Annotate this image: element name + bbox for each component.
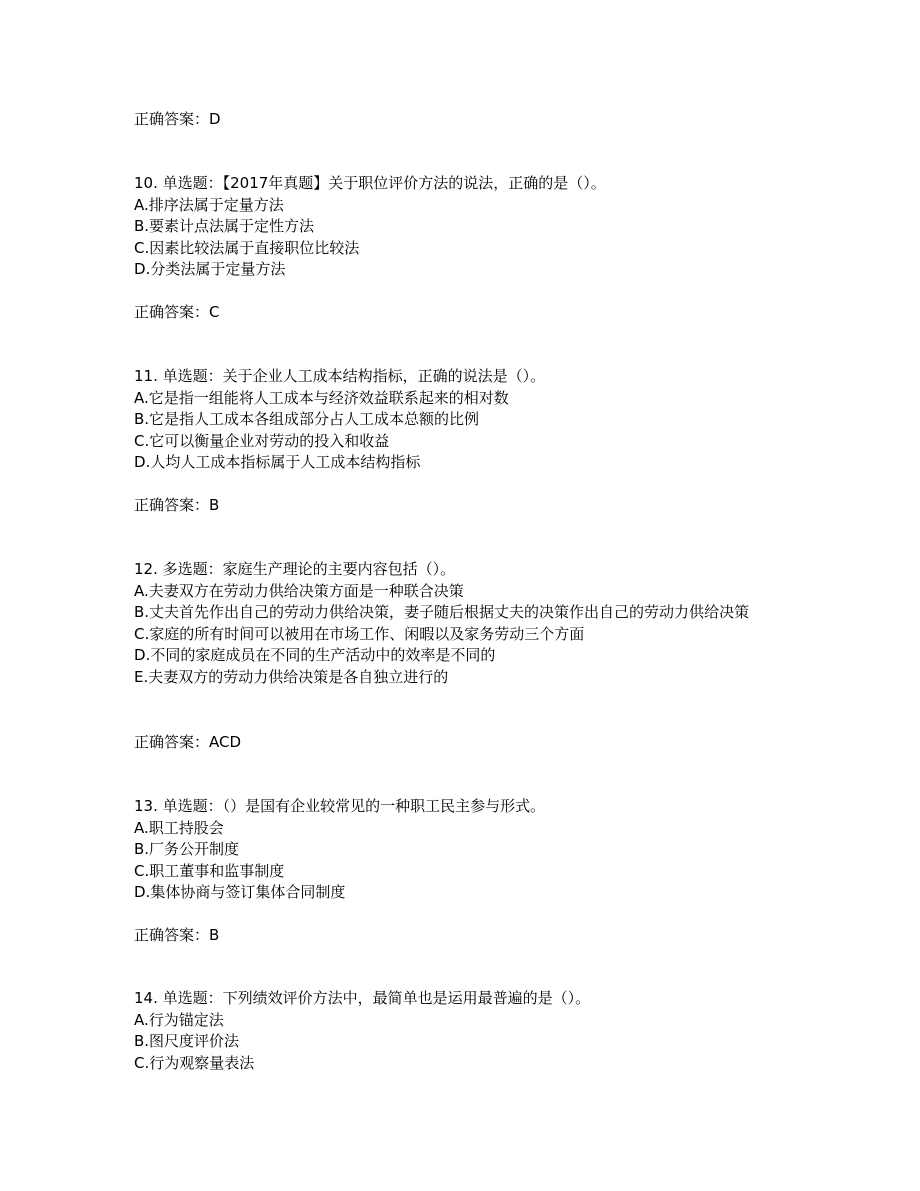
option-c: C.它可以衡量企业对劳动的投入和收益 — [134, 431, 390, 450]
question-stem: 12. 多选题：家庭生产理论的主要内容包括（）。 — [134, 560, 456, 578]
answer-prev: 正确答案：D — [134, 110, 221, 128]
option-d: D.不同的家庭成员在不同的生产活动中的效率是不同的 — [134, 646, 496, 665]
option-b: B.要素计点法属于定性方法 — [134, 217, 315, 236]
question-stem: 11. 单选题：关于企业人工成本结构指标，正确的说法是（）。 — [134, 367, 546, 385]
option-c: C.因素比较法属于直接职位比较法 — [134, 238, 360, 257]
answer-13: 正确答案：B — [134, 926, 220, 944]
option-d: D.分类法属于定量方法 — [134, 260, 286, 279]
option-c: C.家庭的所有时间可以被用在市场工作、闲暇以及家务劳动三个方面 — [134, 624, 585, 643]
option-d: D.集体协商与签订集体合同制度 — [134, 883, 346, 902]
option-a: A.夫妻双方在劳动力供给决策方面是一种联合决策 — [134, 581, 464, 600]
question-stem: 14. 单选题：下列绩效评价方法中，最简单也是运用最普遍的是（）。 — [134, 989, 591, 1007]
option-a: A.排序法属于定量方法 — [134, 195, 284, 214]
option-b: B.图尺度评价法 — [134, 1032, 240, 1051]
option-b: B.它是指人工成本各组成部分占人工成本总额的比例 — [134, 410, 480, 429]
option-e: E.夫妻双方的劳动力供给决策是各自独立进行的 — [134, 667, 449, 686]
question-12 — [134, 559, 794, 689]
option-a: A.职工持股会 — [134, 818, 224, 837]
option-a: A.它是指一组能将人工成本与经济效益联系起来的相对数 — [134, 388, 509, 407]
question-14 — [134, 988, 794, 1074]
option-b: B.丈夫首先作出自己的劳动力供给决策，妻子随后根据丈夫的决策作出自己的劳动力供给决策 — [134, 603, 750, 622]
answer-10: 正确答案：C — [134, 303, 220, 321]
option-c: C.职工董事和监事制度 — [134, 861, 285, 880]
question-stem: 10. 单选题：【2017年真题】关于职位评价方法的说法，正确的是（）。 — [134, 174, 606, 192]
option-b: B.厂务公开制度 — [134, 840, 240, 859]
option-c: C.行为观察量表法 — [134, 1053, 255, 1072]
question-stem: 13. 单选题：（）是国有企业较常见的一种职工民主参与形式。 — [134, 797, 546, 815]
option-a: A.行为锚定法 — [134, 1010, 224, 1029]
question-13 — [134, 796, 794, 904]
answer-12: 正确答案：ACD — [134, 733, 242, 751]
question-10 — [134, 173, 794, 281]
question-11 — [134, 366, 794, 474]
option-d: D.人均人工成本指标属于人工成本结构指标 — [134, 453, 421, 472]
answer-11: 正确答案：B — [134, 496, 220, 514]
